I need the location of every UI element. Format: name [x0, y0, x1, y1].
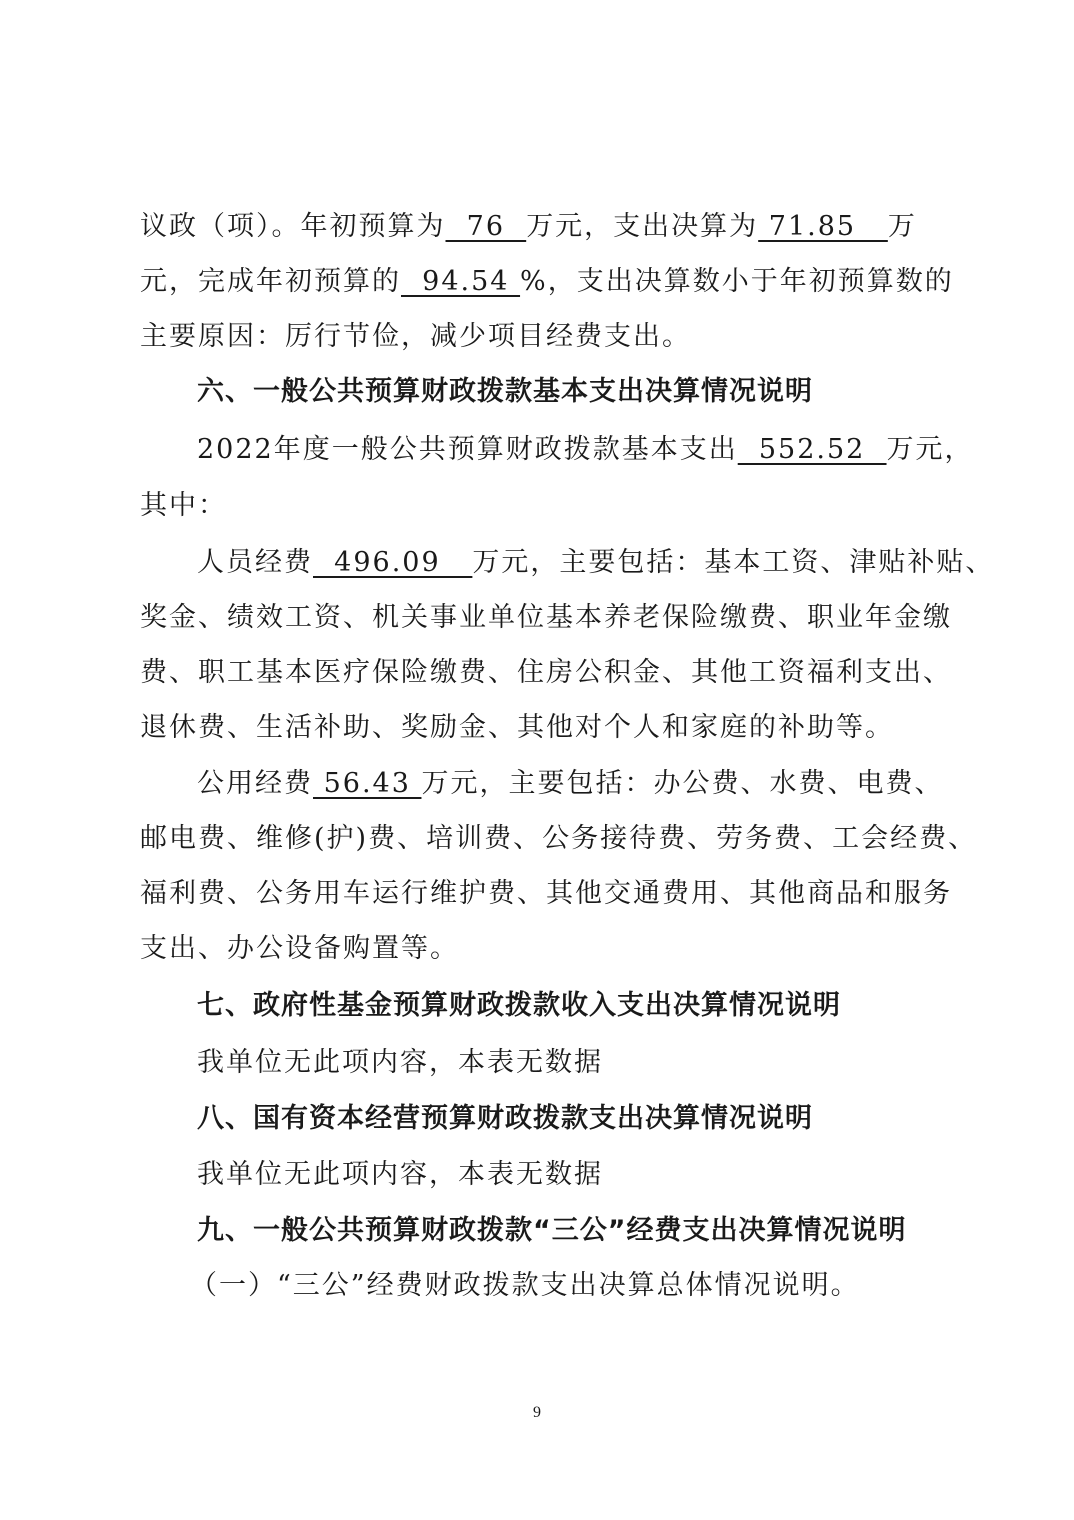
text-line	[197, 543, 995, 583]
sub-heading: （一）“三公”经费财政拨款支出决算总体情况说明。	[190, 1270, 860, 1301]
text-line	[197, 430, 974, 470]
text-line: 支出、办公设备购置等。	[140, 933, 459, 964]
text-line: 福利费、公务用车运行维护费、其他交通费用、其他商品和服务	[140, 878, 952, 909]
text-line	[140, 262, 954, 302]
text-line: 退休费、生活补助、奖励金、其他对个人和家庭的补助等。	[140, 712, 894, 743]
personnel-amount: 496.09	[313, 547, 473, 578]
text-line: 奖金、绩效工资、机关事业单位基本养老保险缴费、职业年金缴	[140, 602, 952, 633]
text-line	[140, 207, 940, 247]
budget-amount: 76	[445, 211, 527, 242]
public-amount: 56.43	[313, 768, 422, 799]
text-segment: 2022年度一般公共预算财政拨款基本支出	[197, 434, 738, 465]
section-heading-9: 九、一般公共预算财政拨款“三公”经费支出决算情况说明	[197, 1215, 907, 1246]
final-amount: 71.85	[758, 211, 888, 242]
text-segment: 议政（项）。年初预算为	[140, 211, 446, 242]
section-heading-8: 八、国有资本经营预算财政拨款支出决算情况说明	[197, 1103, 813, 1134]
completion-rate: 94.54	[401, 266, 521, 297]
text-segment: 公用经费	[197, 768, 313, 799]
text-segment: 万元，	[886, 434, 974, 465]
text-line: 其中：	[140, 490, 227, 521]
text-line: 我单位无此项内容，本表无数据	[197, 1159, 603, 1190]
text-segment: 元，完成年初预算的	[140, 266, 401, 297]
text-segment: 万元，支出决算为	[526, 211, 759, 242]
section-heading-6: 六、一般公共预算财政拨款基本支出决算情况说明	[197, 376, 813, 407]
section-heading-7: 七、政府性基金预算财政拨款收入支出决算情况说明	[197, 990, 841, 1021]
basic-expenditure-amount: 552.52	[737, 434, 887, 465]
text-line: 主要原因：厉行节俭，减少项目经费支出。	[140, 321, 691, 352]
page-number: 9	[533, 1404, 541, 1421]
text-line	[197, 764, 944, 804]
text-segment: %，支出决算数小于年初预算数的	[520, 266, 954, 297]
text-segment: 人员经费	[197, 547, 313, 578]
text-line: 费、职工基本医疗保险缴费、住房公积金、其他工资福利支出、	[140, 657, 952, 688]
text-line: 邮电费、维修(护)费、培训费、公务接待费、劳务费、工会经费、	[140, 823, 978, 854]
text-line: 我单位无此项内容，本表无数据	[197, 1047, 603, 1078]
text-segment: 万元，主要包括：基本工资、津贴补贴、	[472, 547, 995, 578]
text-segment: 万元，主要包括：办公费、水费、电费、	[421, 768, 944, 799]
text-segment: 万	[887, 211, 917, 242]
